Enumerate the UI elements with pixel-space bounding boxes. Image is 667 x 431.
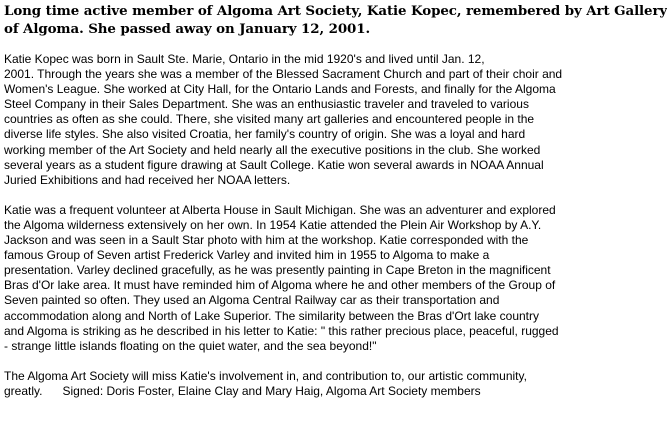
signatures: Signed: Doris Foster, Elaine Clay and Mary Haig, Algoma Art Society members — [62, 383, 481, 398]
paragraph-line: 2001. Through the years she was a member of the Blessed Sacrament Church and part of their choir and — [4, 67, 563, 82]
paragraph-line: several years as a student figure drawing at Sault College. Katie won several awards in NOAA Annual — [4, 157, 544, 172]
closing-word: greatly. — [4, 383, 43, 398]
paragraph-line: The Algoma Art Society will miss Katie's involvement in, and contribution to, our artistic community, — [4, 368, 527, 383]
paragraph-line: Seven painted so often. They used an Algoma Central Railway car as their transportation and — [4, 293, 500, 308]
paragraph-line: Bras d'Or lake area. It must have reminded him of Algoma where he and other members of the Group of — [4, 278, 556, 293]
paragraph-line: diverse life styles. She also visited Croatia, her family's country of origin. She was a loyal and hard — [4, 127, 526, 142]
article-headline — [4, 2, 667, 38]
paragraph-closing-line — [4, 384, 596, 399]
paragraph-line: working member of the Art Society and held nearly all the executive positions in the club. She worked — [4, 142, 541, 157]
paragraph-adventures — [4, 203, 596, 354]
paragraph-line: and Algoma is striking as he described in his letter to Katie: " this rather precious place, peaceful, rugged — [4, 323, 559, 338]
paragraph-line: famous Group of Seven artist Frederick Varley and invited him in 1955 to Algoma to make a — [4, 248, 490, 263]
paragraph-line: Women's League. She worked at City Hall, for the Ontario Lands and Forests, and finally for the Algoma — [4, 82, 556, 97]
article — [4, 2, 667, 399]
paragraph-line: Juried Exhibitions and had received her NOAA letters. — [4, 172, 291, 187]
paragraph-line: Katie Kopec was born in Sault Ste. Marie, Ontario in the mid 1920's and lived until Jan. 12, — [4, 52, 485, 66]
paragraph-line: Jackson and was seen in a Sault Star photo with him at the workshop. Katie corresponded with the — [4, 233, 529, 248]
paragraph-line: - strange little islands floating on the quiet water, and the sea beyond!" — [4, 338, 377, 353]
paragraph-tribute — [4, 369, 596, 399]
paragraph-line: the Algoma wilderness extensively on her own. In 1954 Katie attended the Plein Air Workshop by A.Y. — [4, 217, 542, 232]
headline-line: Long time active member of Algoma Art Society, Katie Kopec, remembered by Art Gallery — [4, 3, 667, 19]
headline-line: of Algoma. She passed away on January 12, 2001. — [4, 21, 371, 37]
paragraph-line: Steel Company in their Sales Department. She was an enthusiastic traveler and traveled to various — [4, 97, 529, 112]
paragraph-line: presentation. Varley declined gracefully, as he was presently painting in Cape Breton in the magnificent — [4, 263, 551, 278]
paragraph-biography — [4, 52, 596, 188]
paragraph-line: Katie was a frequent volunteer at Alberta House in Sault Michigan. She was an adventurer and explored — [4, 202, 556, 217]
paragraph-line: accommodation along and North of Lake Superior. The similarity between the Bras d'Ort lake country — [4, 308, 540, 323]
paragraph-line: countries as often as she could. There, she visited many art galleries and encountered people in the — [4, 112, 535, 127]
